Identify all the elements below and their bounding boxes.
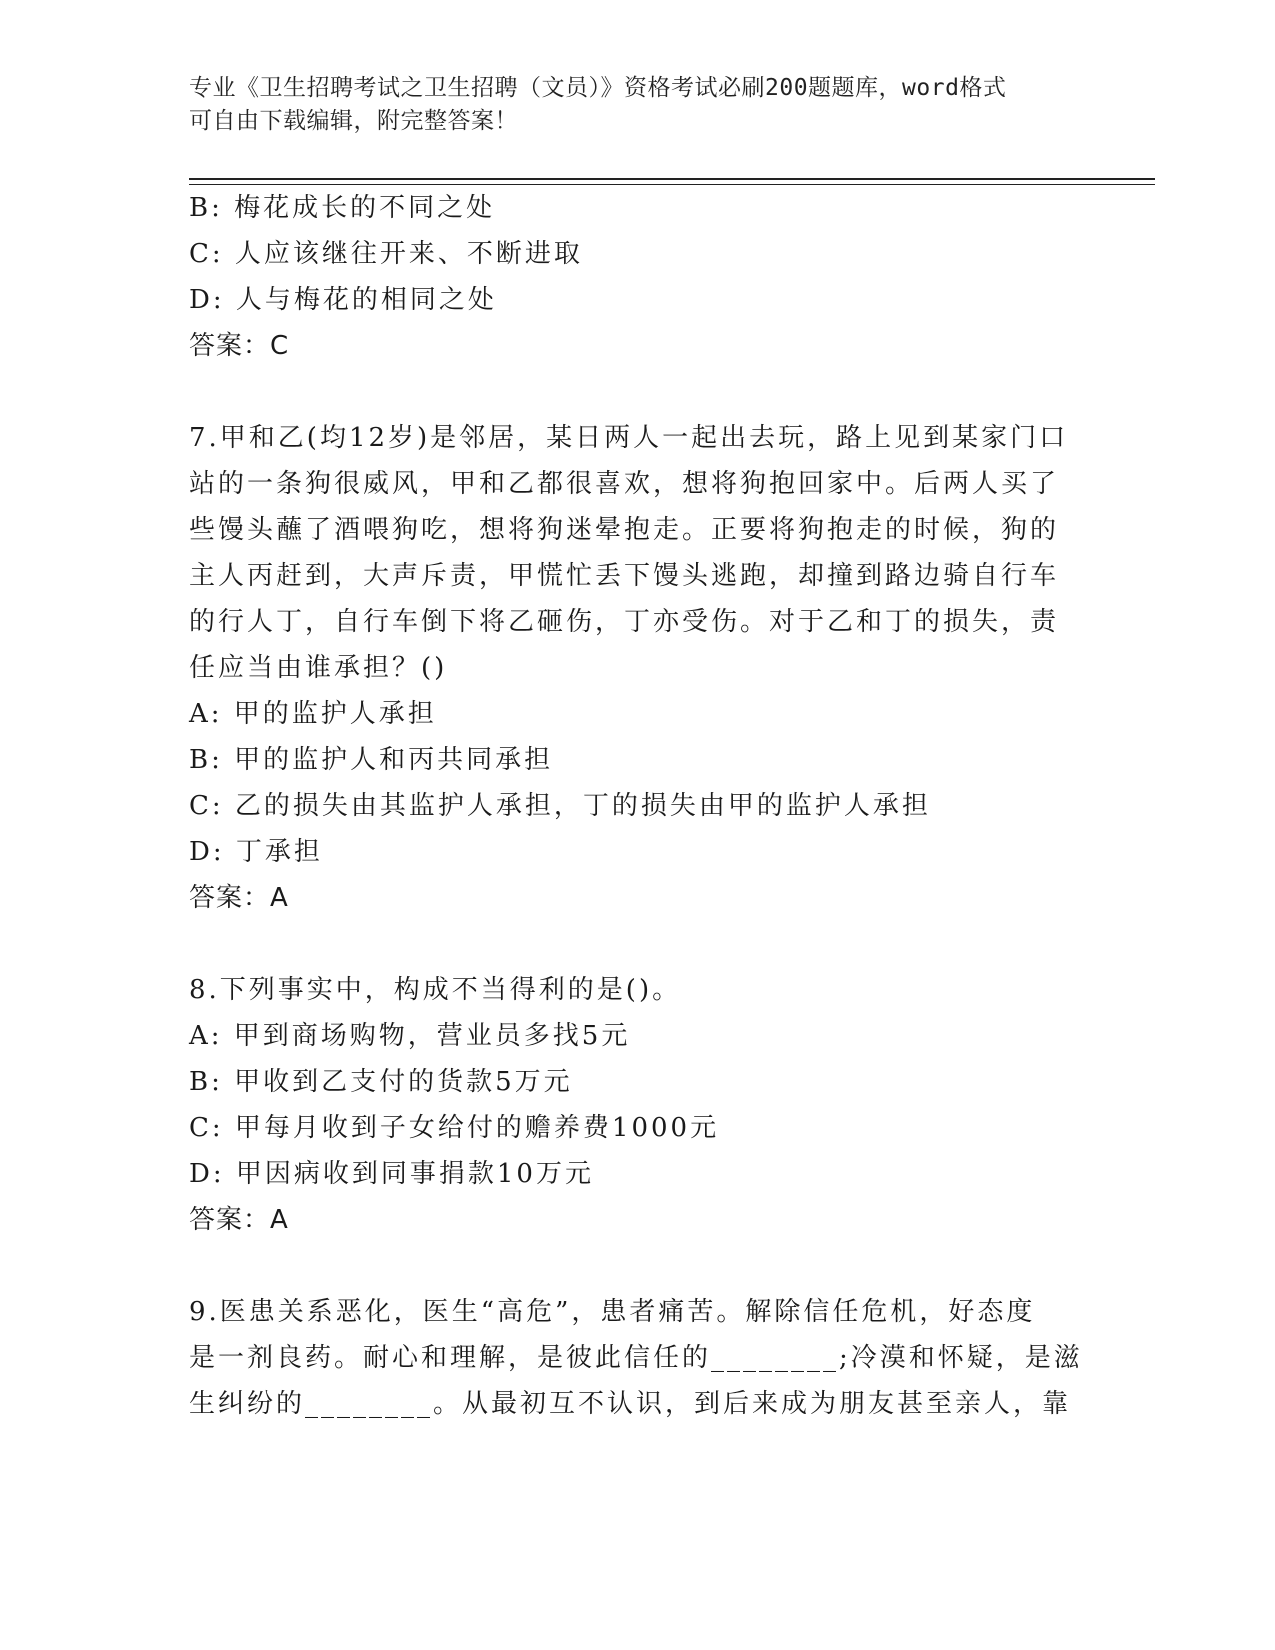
stem-line: 生纠纷的________。从最初互不认识，到后来成为朋友甚至亲人，靠 bbox=[189, 1389, 1072, 1419]
question-content bbox=[189, 185, 1089, 1427]
stem-line: 任应当由谁承担？() bbox=[189, 653, 448, 683]
stem-line: 9.医患关系恶化，医生“高危”，患者痛苦。解除信任危机，好态度 bbox=[189, 1297, 1036, 1327]
option-d: D: 甲因病收到同事捐款10万元 bbox=[189, 1159, 594, 1189]
option-c: C: 人应该继往开来、不断进取 bbox=[189, 239, 583, 269]
option-c: C: 甲每月收到子女给付的赡养费1000元 bbox=[189, 1113, 720, 1143]
option-a: A: 甲的监护人承担 bbox=[189, 699, 437, 729]
answer-line: 答案：A bbox=[189, 1205, 289, 1235]
stem-line: 些馒头蘸了酒喂狗吃，想将狗迷晕抱走。正要将狗抱走的时候，狗的 bbox=[189, 515, 1060, 545]
header-line-2: 可自由下载编辑，附完整答案！ bbox=[189, 108, 518, 134]
stem-line: 7.甲和乙(均12岁)是邻居，某日两人一起出去玩，路上见到某家门口 bbox=[189, 423, 1069, 453]
option-d: D: 人与梅花的相同之处 bbox=[189, 285, 497, 315]
question-9 bbox=[189, 1289, 1089, 1427]
stem-line: 8.下列事实中，构成不当得利的是()。 bbox=[189, 975, 682, 1005]
stem-line: 主人丙赶到，大声斥责，甲慌忙丢下馒头逃跑，却撞到路边骑自行车 bbox=[189, 561, 1060, 591]
stem-line: 站的一条狗很威风，甲和乙都很喜欢，想将狗抱回家中。后两人买了 bbox=[189, 469, 1060, 499]
option-a: A: 甲到商场购物，营业员多找5元 bbox=[189, 1021, 631, 1051]
answer-line: 答案：C bbox=[189, 331, 290, 361]
stem-line: 是一剂良药。耐心和理解，是彼此信任的________;冷漠和怀疑，是滋 bbox=[189, 1343, 1083, 1373]
option-b: B: 甲收到乙支付的货款5万元 bbox=[189, 1067, 573, 1097]
question-stem bbox=[189, 967, 1089, 1013]
prev-question-block bbox=[189, 185, 1089, 369]
header-line-1: 专业《卫生招聘考试之卫生招聘（文员）》资格考试必刷200题题库，word格式 bbox=[189, 75, 1007, 101]
document-header bbox=[189, 72, 1069, 138]
header-divider-thick bbox=[189, 178, 1155, 180]
option-b: B: 甲的监护人和丙共同承担 bbox=[189, 745, 554, 775]
option-b: B: 梅花成长的不同之处 bbox=[189, 193, 496, 223]
answer-line: 答案：A bbox=[189, 883, 289, 913]
question-stem bbox=[189, 415, 1089, 691]
stem-line: 的行人丁，自行车倒下将乙砸伤，丁亦受伤。对于乙和丁的损失，责 bbox=[189, 607, 1060, 637]
question-8 bbox=[189, 967, 1089, 1243]
question-7 bbox=[189, 415, 1089, 921]
question-stem bbox=[189, 1289, 1089, 1427]
option-d: D: 丁承担 bbox=[189, 837, 323, 867]
option-c: C: 乙的损失由其监护人承担，丁的损失由甲的监护人承担 bbox=[189, 791, 931, 821]
